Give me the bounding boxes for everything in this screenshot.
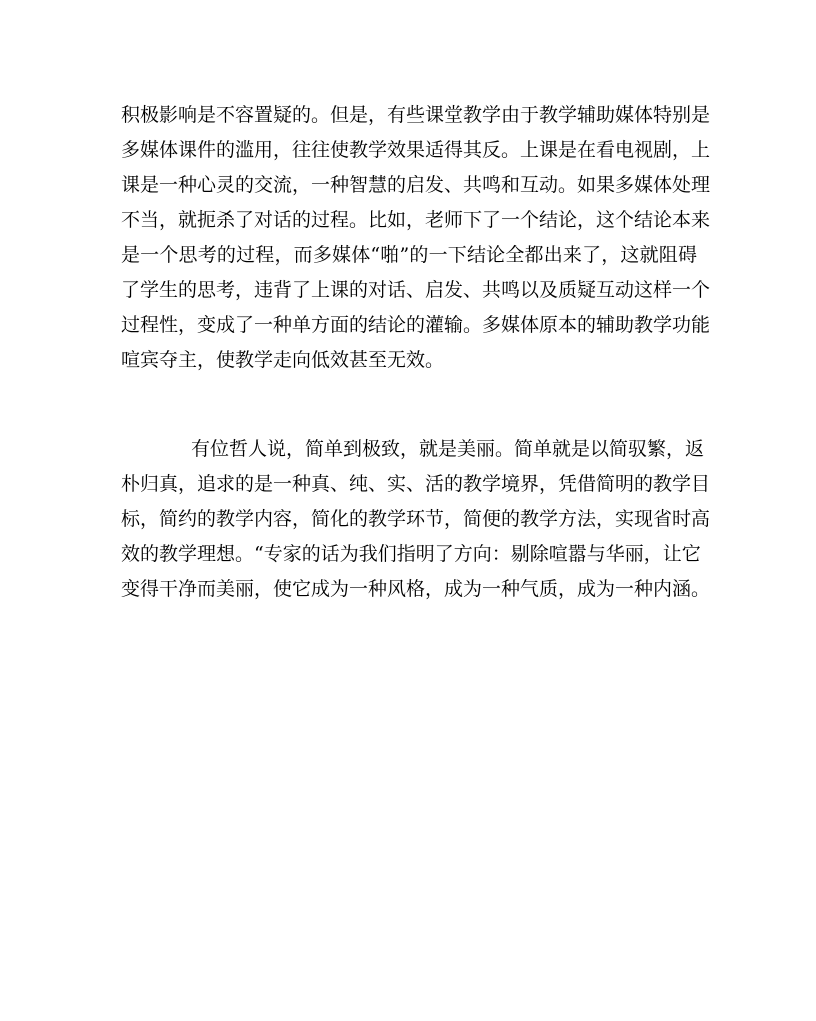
text-line: 朴归真，追求的是一种真、纯、实、活的教学境界，凭借简明的教学目 — [121, 473, 711, 495]
text-line: 了学生的思考，违背了上课的对话、启发、共鸣以及质疑互动这样一个 — [121, 279, 711, 301]
text-line: 喧宾夺主，使教学走向低效甚至无效。 — [121, 349, 445, 371]
text-line: 不当，就扼杀了对话的过程。比如，老师下了一个结论，这个结论本来 — [121, 209, 711, 231]
text-line: 是一个思考的过程，而多媒体“啪”的一下结论全都出来了，这就阻碍 — [121, 244, 697, 266]
text-line: 标，简约的教学内容，简化的教学环节，简便的教学方法，实现省时高 — [121, 508, 711, 530]
text-line: 效的教学理想。“专家的话为我们指明了方向：剔除喧嚣与华丽，让它 — [121, 543, 701, 565]
text-line: 课是一种心灵的交流，一种智慧的启发、共鸣和互动。如果多媒体处理 — [121, 174, 711, 196]
text-line: 多媒体课件的滥用，往往使教学效果适得其反。上课是在看电视剧，上 — [121, 139, 711, 161]
text-line: 有位哲人说，简单到极致，就是美丽。简单就是以简驭繁，返 — [191, 438, 705, 460]
text-line: 积极影响是不容置疑的。但是，有些课堂教学由于教学辅助媒体特别是 — [121, 104, 711, 126]
text-line: 过程性，变成了一种单方面的结论的灌输。多媒体原本的辅助教学功能 — [121, 314, 711, 336]
text-line: 变得干净而美丽，使它成为一种风格，成为一种气质，成为一种内涵。 — [121, 578, 711, 600]
